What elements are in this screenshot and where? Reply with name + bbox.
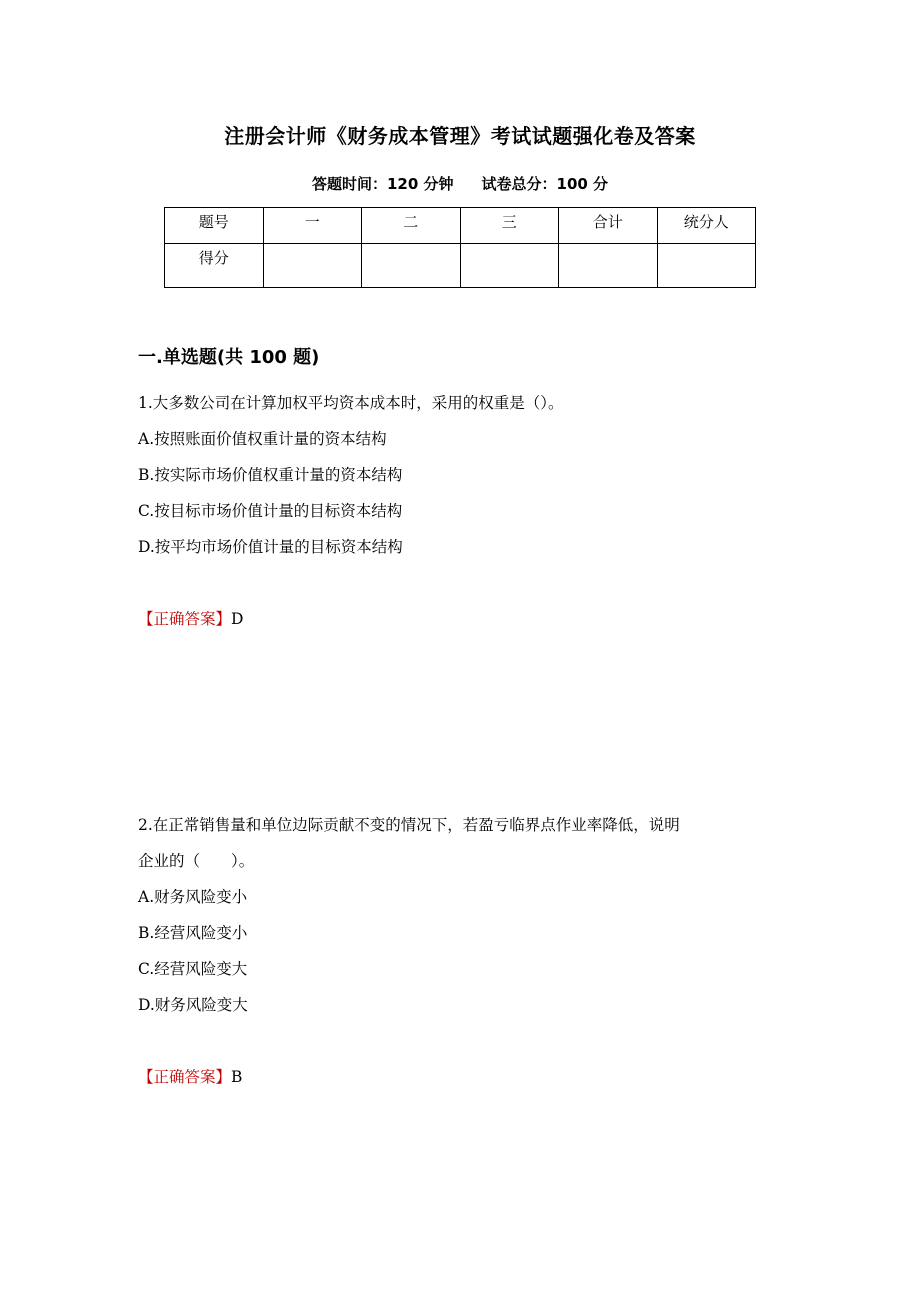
score-table-header-cell: 合计 xyxy=(559,208,658,244)
question-1-option-a: A.按照账面价值权重计量的资本结构 xyxy=(138,430,387,448)
score-cell xyxy=(657,244,756,288)
question-1-option-d: D.按平均市场价值计量的目标资本结构 xyxy=(138,538,403,556)
question-1-option-b: B.按实际市场价值权重计量的资本结构 xyxy=(138,466,403,484)
question-2-answer xyxy=(138,1066,242,1088)
score-table-header-cell: 题号 xyxy=(165,208,264,244)
score-table-header-cell: 一 xyxy=(263,208,362,244)
exam-time: 答题时间：120 分钟 xyxy=(311,175,454,193)
score-table-header-cell: 二 xyxy=(362,208,461,244)
question-1-stem: 1.大多数公司在计算加权平均资本成本时，采用的权重是（）。 xyxy=(138,394,564,412)
question-2-option-d: D.财务风险变大 xyxy=(138,996,248,1014)
question-2-option-c: C.经营风险变大 xyxy=(138,960,248,978)
answer-value: D xyxy=(231,610,244,628)
exam-total-score: 试卷总分：100 分 xyxy=(481,175,609,193)
score-table xyxy=(164,207,756,288)
section-title: 一.单选题(共 100 题) xyxy=(138,347,320,368)
question-1-answer xyxy=(138,608,243,630)
answer-label: 【正确答案】 xyxy=(138,610,232,628)
answer-label: 【正确答案】 xyxy=(138,1068,232,1086)
score-table-header-row xyxy=(165,208,756,244)
question-2-option-b: B.经营风险变小 xyxy=(138,924,248,942)
score-cell xyxy=(362,244,461,288)
score-table-score-row xyxy=(165,244,756,288)
score-cell xyxy=(263,244,362,288)
score-table-header-cell: 三 xyxy=(460,208,559,244)
question-2-stem-line-2: 企业的（ ）。 xyxy=(138,852,255,870)
score-table-row-label: 得分 xyxy=(165,244,264,288)
score-cell xyxy=(460,244,559,288)
document-title: 注册会计师《财务成本管理》考试试题强化卷及答案 xyxy=(224,124,696,148)
score-cell xyxy=(559,244,658,288)
question-2-stem-line-1: 2.在正常销售量和单位边际贡献不变的情况下，若盈亏临界点作业率降低，说明 xyxy=(138,816,680,834)
answer-value: B xyxy=(231,1068,243,1086)
question-1-option-c: C.按目标市场价值计量的目标资本结构 xyxy=(138,502,403,520)
exam-meta xyxy=(0,173,920,195)
score-table-header-cell: 统分人 xyxy=(657,208,756,244)
question-2-option-a: A.财务风险变小 xyxy=(138,888,248,906)
